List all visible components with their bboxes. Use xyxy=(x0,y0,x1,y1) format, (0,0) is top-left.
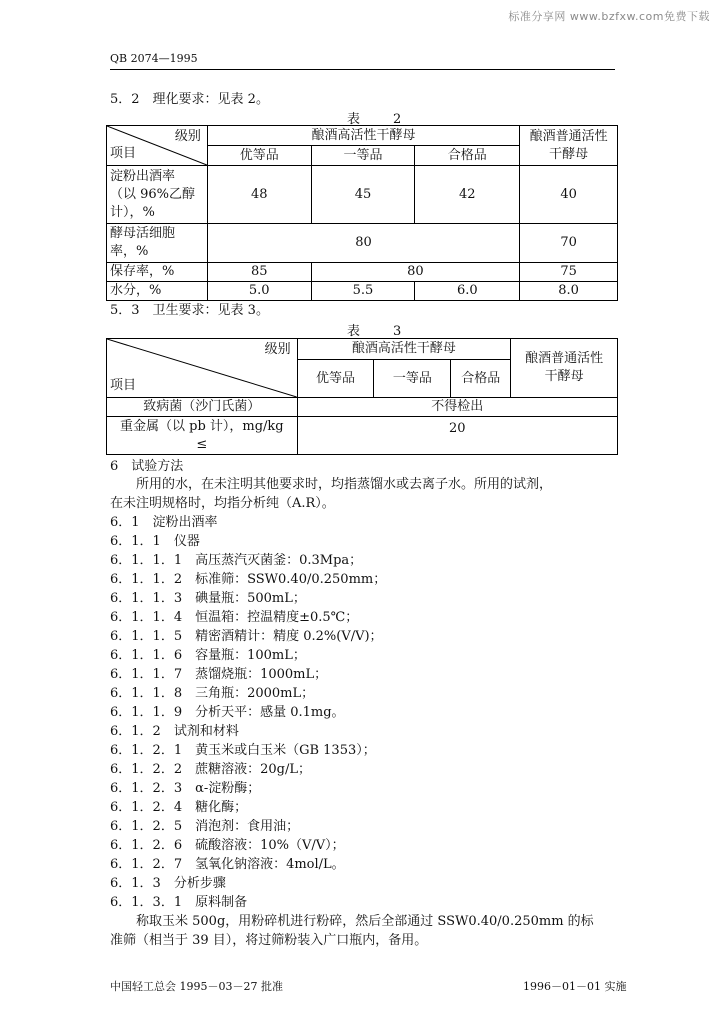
list-item: 6．1．1．5 精密酒精计：精度 0.2%(V/V)； xyxy=(110,629,383,644)
section-5-3: 5．3 卫生要求：见表 3。 xyxy=(110,303,269,318)
list-item: 6．1．2．4 糖化酶； xyxy=(110,800,248,815)
table-cell: 80 xyxy=(311,263,520,282)
list-item: 6．1．1．1 高压蒸汽灭菌釜：0.3Mpa； xyxy=(110,553,363,568)
table-cell: 20 xyxy=(297,417,617,455)
table-2-row-starch-yield: 淀粉出酒率 （以 96%乙醇 计），% xyxy=(107,166,208,224)
list-item: 6．1．2．6 硫酸溶液：10%（V/V）； xyxy=(110,838,345,853)
table-cell: 5.5 xyxy=(311,282,415,301)
table-2-row-preservation: 保存率，% xyxy=(107,263,208,282)
table-3-diagonal-header xyxy=(107,339,298,398)
table-3-grade-first: 一等品 xyxy=(374,360,451,398)
table-3-item-label: 项目 xyxy=(110,378,137,393)
table-cell: 42 xyxy=(415,166,520,224)
table-cell: 5.0 xyxy=(207,282,311,301)
list-item: 6．1．3．1 原料制备 xyxy=(110,895,248,910)
list-item: 6．1．1．8 三角瓶：2000mL； xyxy=(110,686,315,701)
list-item: 6．1．1．3 碘量瓶：500mL； xyxy=(110,591,306,606)
table-3-high-activity-header: 酿酒高活性干酵母 xyxy=(297,339,511,360)
table-3 xyxy=(106,338,618,455)
table-2-diagonal-header xyxy=(107,126,208,166)
list-item: 6．1．2．2 蔗糖溶液：20g/L； xyxy=(110,762,311,777)
table-3-caption: 表 3 xyxy=(347,324,412,339)
table-cell: 45 xyxy=(311,166,415,224)
list-item: 6．1．1．6 容量瓶：100mL； xyxy=(110,648,306,663)
list-item: 6．1．1．4 恒温箱：控温精度±0.5℃； xyxy=(110,610,359,625)
table-3-row-pathogen: 致病菌（沙门氏菌） xyxy=(107,398,298,417)
watermark: 标准分享网 www.bzfxw.com免费下载 xyxy=(508,10,710,23)
list-item: 6．1．1．2 标准筛：SSW0.40/0.250mm； xyxy=(110,572,387,587)
table-cell: 75 xyxy=(520,263,618,282)
table-2-high-activity-header: 酿酒高活性干酵母 xyxy=(207,126,519,146)
table-3-row-heavy-metal: 重金属（以 pb 计），mg/kg ≤ xyxy=(107,417,298,455)
section-6-heading: 6 试验方法 xyxy=(110,459,184,474)
table-cell: 70 xyxy=(520,224,618,263)
table-2-caption: 表 2 xyxy=(347,112,412,127)
table-cell: 6.0 xyxy=(415,282,520,301)
table-cell: 不得检出 xyxy=(297,398,617,417)
list-item: 6．1．3 分析步骤 xyxy=(110,876,226,891)
table-3-grade-premium: 优等品 xyxy=(297,360,374,398)
table-cell: 8.0 xyxy=(520,282,618,301)
table-cell: 48 xyxy=(207,166,311,224)
table-cell: 80 xyxy=(207,224,519,263)
table-2-level-label: 级别 xyxy=(174,129,201,144)
table-2-row-live-cell-rate: 酵母活细胞 率，% xyxy=(107,224,208,263)
list-item: 6．1．1 仪器 xyxy=(110,534,200,549)
table-3-grade-qualified: 合格品 xyxy=(451,360,511,398)
table-2-normal-header: 酿酒普通活性 干酵母 xyxy=(520,126,618,166)
table-2-grade-first: 一等品 xyxy=(311,146,415,166)
header-rule xyxy=(110,69,615,70)
footer-approval: 中国轻工总会 1995－03－27 批准 xyxy=(110,980,283,993)
table-cell: 85 xyxy=(207,263,311,282)
table-2 xyxy=(106,125,618,301)
section-5-2: 5．2 理化要求：见表 2。 xyxy=(110,92,269,107)
list-item: 6．1．2．7 氢氧化钠溶液：4mol/L。 xyxy=(110,857,345,872)
table-cell: 40 xyxy=(520,166,618,224)
table-3-normal-header: 酿酒普通活性 干酵母 xyxy=(511,339,618,398)
table-2-grade-premium: 优等品 xyxy=(207,146,311,166)
paragraph-raw-material: 称取玉米 500g，用粉碎机进行粉碎，然后全部通过 SSW0.40/0.250mm 的标 准筛（相当于 39 目），将过筛粉装入广口瓶内，备用。 xyxy=(110,914,594,948)
list-item: 6．1．2．1 黄玉米或白玉米（GB 1353）； xyxy=(110,743,376,758)
table-2-item-label: 项目 xyxy=(110,146,137,161)
list-item: 6．1．2 试剂和材料 xyxy=(110,724,239,739)
paragraph-water-reagents: 所用的水，在未注明其他要求时，均指蒸馏水或去离子水。所用的试剂， 在未注明规格时，均指分析纯（A.R）。 xyxy=(110,477,553,511)
standard-id: QB 2074—1995 xyxy=(110,52,198,65)
list-item: 6．1．1．9 分析天平：感量 0.1mg。 xyxy=(110,705,345,720)
list-item: 6．1．1．7 蒸馏烧瓶：1000mL； xyxy=(110,667,328,682)
table-2-row-moisture: 水分，% xyxy=(107,282,208,301)
list-item: 6．1．2．3 α-淀粉酶； xyxy=(110,781,261,796)
table-3-level-label: 级别 xyxy=(264,342,291,357)
list-item: 6．1 淀粉出酒率 xyxy=(110,515,218,530)
list-item: 6．1．2．5 消泡剂：食用油； xyxy=(110,819,300,834)
table-2-grade-qualified: 合格品 xyxy=(415,146,520,166)
footer-implementation: 1996－01－01 实施 xyxy=(523,980,627,993)
